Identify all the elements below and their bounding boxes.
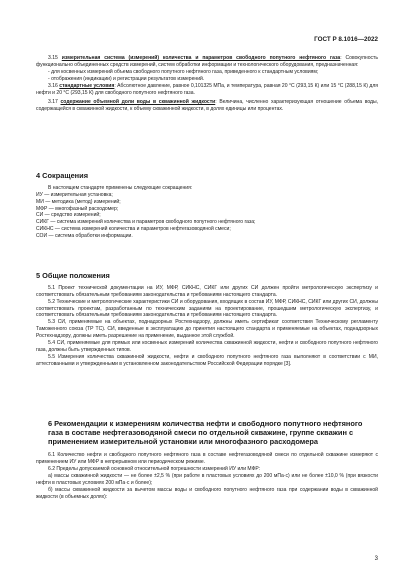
para-6-2-a: а) массы скважинной жидкости — не более ±2,5 % (при работе в пластовых условиях до 200 мПа·с) или не более ±10,0 % (при вязкости нефти в пластовых условиях 200 мПа·с и более); [36, 473, 378, 487]
page-number: 3 [374, 556, 378, 562]
para-5-3: 5.3 СИ, применяемые на объектах, поднадзорных Ростехнадзору, должны иметь сертификат соответствия Техническому регламенту Таможенного союза (ТР ТС). СИ, введенные в эксплуатацию до принятия настоящего стандарта и применяемые на объектах, поднадзорных Ростехнадзору, должны иметь разрешение на применение, выданное этой службой. [36, 319, 378, 340]
para-5-2: 5.2 Технические и метрологические характеристики СИ и оборудования, входящих в состав ИУ, МФР, СИКНС, СИКГ или других СИ, должны соответствовать проектам, разработанным по техническим заданиям на проектирование, прошедшим метрологическую экспертизу, и соответствовать обязательным требованиям законодательства и требованиям настоящего стандарта. [36, 298, 378, 319]
abbr-item: ИУ — измерительная установка; [36, 191, 113, 198]
section-4-intro: В настоящем стандарте применены следующие сокращения: [48, 184, 193, 191]
term-3-15-item-b: - отображения (индикации) и регистрации результатов измерений. [48, 75, 205, 82]
term-3-17-title: содержание объемной доли воды в скважинной жидкости [60, 99, 216, 106]
section-6 [36, 420, 378, 501]
para-5-5: 5.5 Измерения количества скважинной жидкости, нефти и свободного попутного нефтяного газа выполняют в соответствии с МИ, аттестованными и утвержденными в установленном законодательством Российской Федерации порядке [3]. [36, 353, 378, 367]
section-4-title: 4 Сокращения [36, 171, 89, 180]
term-3-16: 3.16 стандартные условия: Абсолютное давление, равное 0,101325 МПа, и температура, равная 20 °С (293,15 К) или 15 °С (288,15 К) для нефти и 20 °С (293,15 К) для свободного попутного нефтяного газа. [36, 82, 379, 96]
para-6-2: 6.2 Пределы допускаемой основной относительной погрешности измерений ИУ или МФР: [48, 466, 261, 473]
para-5-4: 5.4 СИ, применяемые для прямых или косвенных измерений количества скважинной жидкости, нефти и свободного попутного нефтяного газа, должны быть утвержденных типов. [36, 340, 378, 353]
term-3-17: 3.17 содержание объемной доли воды в скважинной жидкости: Величина, численно характеризующая отношение объема воды, содержащейся в скважинной жидкости, к объему скважинной жидкости, в долях единицы или процентах. [36, 99, 378, 113]
standard-header: ГОСТ Р 8.1016—2022 [314, 36, 378, 43]
para-5-1: 5.1 Проект технической документации на ИУ, МФР, СИКНС, СИКГ или других СИ должен пройти метрологическую экспертизу и соответствовать обязательным требованиям законодательства и требованиям настоящего стандарта. [36, 284, 378, 298]
term-3-16-title: стандартные условия [59, 82, 115, 89]
term-3-15: 3.15 измерительная система (измерений) количества и параметров свободного попутного нефтяного газа: Совокупность функционально объединенных средств измерений, систем обработки информации и технологического оборудования, предназначенная: [36, 55, 378, 68]
section-6-title: 6 Рекомендации к измерениям количества нефти и свободного попутного нефтяного газа в составе нефтегазоводяной смеси по отдельной скважине, группе скважин с применением измерительной установки или многофазного расходомера [48, 419, 363, 446]
terms-block [36, 55, 378, 113]
section-4 [36, 172, 378, 240]
abbr-item: СИКГ — система измерений количества и параметров свободного попутного нефтяного газа; [36, 219, 256, 226]
term-3-15-item-a: - для косвенных измерений объема свободного попутного нефтяного газа, приведенного к стандартным условиям; [48, 68, 319, 75]
section-5-title: 5 Общие положения [36, 271, 110, 280]
abbr-item: МФР — многофазный расходомер; [36, 205, 119, 212]
abbr-item: СИ — средство измерений; [36, 212, 101, 219]
abbr-item: СОИ — система обработки информации. [36, 233, 133, 240]
para-6-1: 6.1 Количество нефти и свободного попутного нефтяного газа в составе нефтегазоводяной смеси по отдельной скважине измеряют с применением ИУ или МФР в непрерывном или периодическом режиме. [36, 452, 378, 466]
abbr-item: СИКНС — система измерений количества и параметров нефтегазоводяной смеси; [36, 226, 231, 233]
para-6-2-b: б) массы скважинной жидкости за вычетом массы воды и свободного попутного нефтяного газа при содержании воды в скважинной жидкости (в объемных долях): [36, 486, 378, 500]
section-5 [36, 272, 378, 368]
term-3-15-title: измерительная система (измерений) количества и параметров свободного попутного нефтяного газа [61, 55, 341, 61]
abbr-item: МИ — методика (метод) измерений; [36, 198, 121, 205]
